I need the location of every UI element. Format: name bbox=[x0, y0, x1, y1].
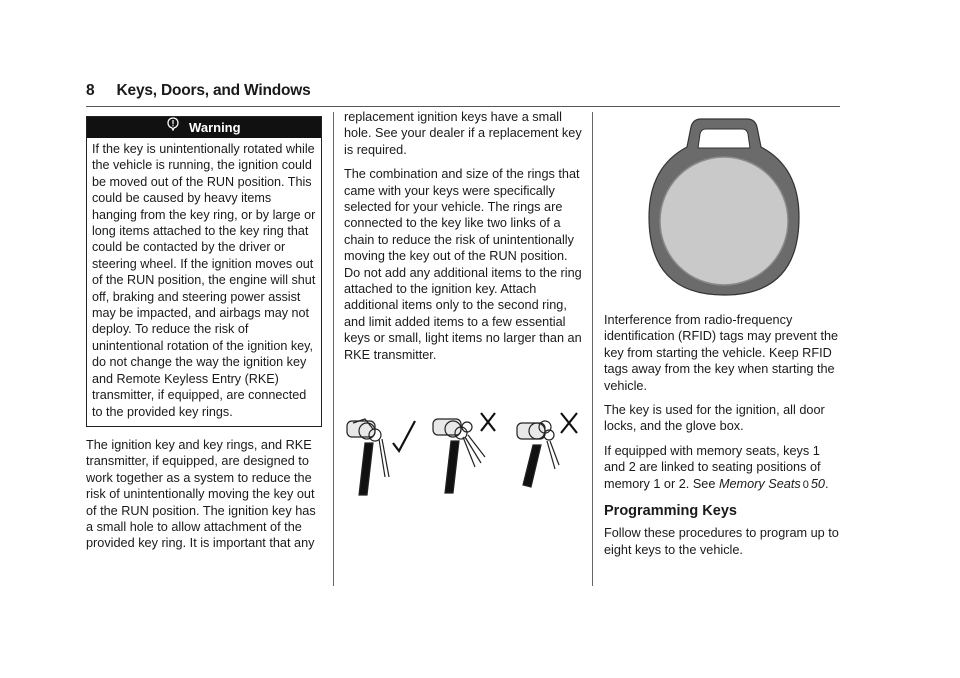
paragraph: Follow these procedures to program up to eight keys to the vehicle. bbox=[604, 526, 839, 557]
page-number: 8 bbox=[86, 82, 95, 99]
paragraph: replacement ignition keys have a small hole. See your dealer if a replacement key is required. bbox=[344, 110, 582, 157]
column-divider bbox=[592, 112, 593, 586]
arrow-right-icon: 0 bbox=[802, 478, 809, 491]
warning-body: If the key is unintentionally rotated while the vehicle is running, the ignition could be moved out of the RUN position. This could be caused by heavy items hanging from the key ring, or by large or long items attached to the key ring that could be contacted by the driver or steering wheel. If the ignition moves out of the RUN position, the engine will shut off, braking and steering power assist may be impacted, and airbags may not deploy. To reduce the risk of unintentional rotation of the ignition key, do not change the way the ignition key and Remote Keyless Entry (RKE) transmitter, if equipped, are connected to the provided key rings. bbox=[92, 142, 316, 419]
warning-icon bbox=[167, 117, 179, 138]
page-header bbox=[86, 82, 311, 100]
key-ring-correct bbox=[347, 419, 389, 495]
column-right bbox=[604, 312, 842, 566]
paragraph: The ignition key and key rings, and RKE transmitter, if equipped, are designed to work together as a system to reduce the risk of unintentionally moving the key out of the RUN position. The ignition key has a small hole to allow attachment of the provided key ring. It is important that any bbox=[86, 437, 316, 551]
key-ring-wrong-2 bbox=[517, 421, 559, 487]
paragraph bbox=[604, 443, 842, 493]
paragraph: Interference from radio-frequency identification (RFID) tags may prevent the key from starting the vehicle. Keep RFID tags away from the key when starting the vehicle. bbox=[604, 313, 839, 393]
x-mark-icon bbox=[561, 413, 577, 433]
section-title: Keys, Doors, and Windows bbox=[116, 82, 311, 99]
text: . bbox=[824, 476, 829, 491]
rfid-key-fob-illustration bbox=[643, 113, 805, 299]
key-ring-illustration bbox=[345, 405, 585, 505]
memory-seats-link[interactable]: Memory Seats bbox=[718, 476, 801, 491]
column-middle bbox=[344, 109, 584, 371]
header-rule bbox=[86, 106, 840, 107]
warning-title: Warning bbox=[189, 120, 241, 135]
section-subheading: Programming Keys bbox=[604, 503, 737, 520]
key-ring-wrong-1 bbox=[433, 419, 485, 493]
column-left bbox=[86, 116, 322, 560]
paragraph: The key is used for the ignition, all door locks, and the glove box. bbox=[604, 403, 825, 434]
warning-box bbox=[86, 116, 322, 427]
page-reference[interactable]: 50 bbox=[810, 476, 825, 491]
check-mark-icon bbox=[393, 421, 415, 451]
text: If equipped with memory seats, keys 1 and 2 are linked to seating positions of memory 1 or 2. See bbox=[604, 443, 821, 491]
paragraph: The combination and size of the rings that came with your keys were specifically selected for your vehicle. The rings are connected to the key like two links of a chain to reduce the risk of unintentionally moving the key out of the RUN position. Do not add any additional items to the ring attached to the ignition key. Attach additional items only to the second ring, and limit added items to a few essential keys or small, light items no larger than an RKE transmitter. bbox=[344, 167, 582, 362]
warning-header bbox=[87, 117, 321, 138]
column-divider bbox=[333, 112, 334, 586]
x-mark-icon bbox=[481, 413, 495, 431]
